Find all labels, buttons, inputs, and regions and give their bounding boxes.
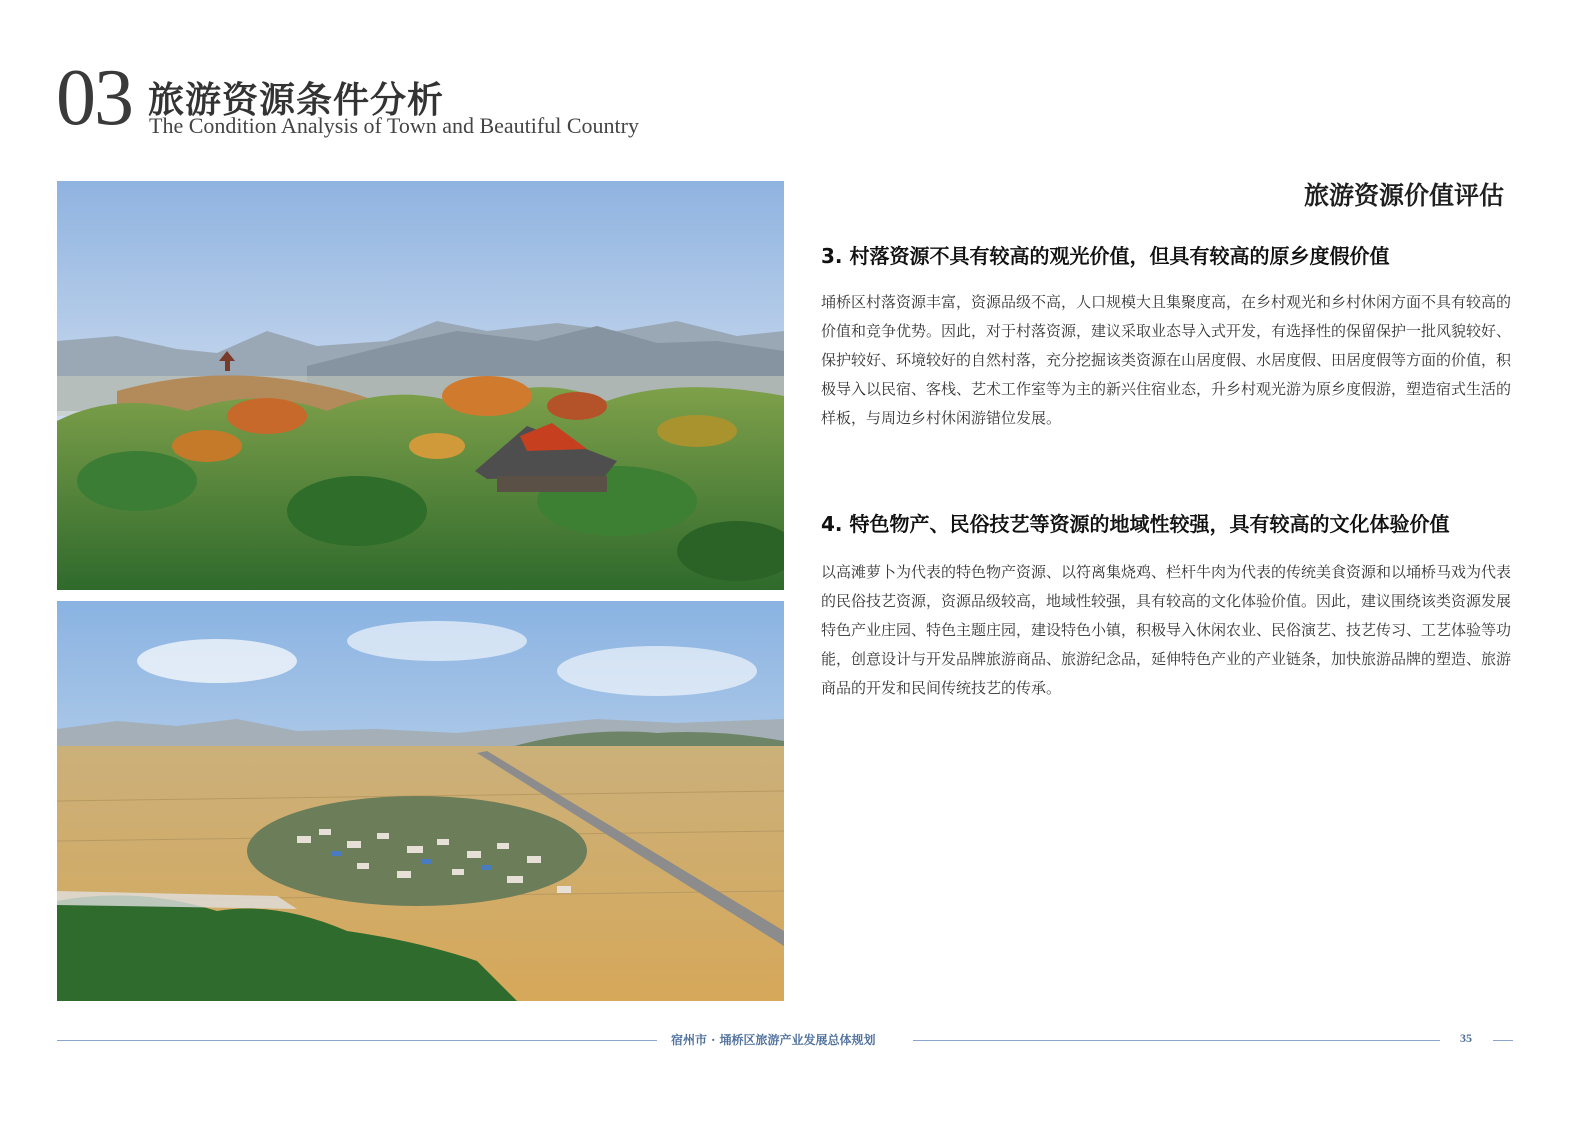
- chapter-title: 旅游资源条件分析: [148, 79, 445, 121]
- item-body: 以高滩萝卜为代表的特色物产资源、以符离集烧鸡、栏杆牛肉为代表的传统美食资源和以埇桥马戏为代表的民俗技艺资源，资源品级较高，地域性较强，具有较高的文化体验价值。因此，建议围绕该类资源发展特色产业庄园、特色主题庄园，建设特色小镇，积极导入休闲农业、民俗演艺、技艺传习、工艺体验等功能，创意设计与开发品牌旅游商品、旅游纪念品，延伸特色产业的产业链条，加快旅游品牌的塑造、旅游商品的开发和民间传统技艺的传承。: [821, 563, 1512, 697]
- page-number: 35: [1460, 1031, 1472, 1045]
- footer-rule-left: [57, 1040, 657, 1041]
- forest-temple-photo: [57, 181, 784, 590]
- footer-rule-end: [1493, 1040, 1513, 1041]
- section-title: 旅游资源价值评估: [1303, 181, 1504, 210]
- chapter-subtitle: The Condition Analysis of Town and Beautiful Country: [149, 113, 639, 138]
- footer-rule-right: [913, 1040, 1440, 1041]
- item-heading: 4. 特色物产、民俗技艺等资源的地域性较强，具有较高的文化体验价值: [821, 512, 1450, 536]
- footer-title: 宿州市 · 埇桥区旅游产业发展总体规划: [671, 1033, 876, 1047]
- village-aerial-photo: [57, 601, 784, 1001]
- item-body: 埇桥区村落资源丰富，资源品级不高，人口规模大且集聚度高，在乡村观光和乡村休闲方面不具有较高的价值和竞争优势。因此，对于村落资源，建议采取业态导入式开发，有选择性的保留保护一批风貌较好、保护较好、环境较好的自然村落，充分挖掘该类资源在山居度假、水居度假、田居度假等方面的价值，积极导入以民宿、客栈、艺术工作室等为主的新兴住宿业态，升乡村观光游为原乡度假游，塑造宿式生活的样板，与周边乡村休闲游错位发展。: [821, 293, 1512, 427]
- chapter-number: 03: [56, 54, 132, 142]
- item-heading: 3. 村落资源不具有较高的观光价值，但具有较高的原乡度假价值: [821, 244, 1390, 268]
